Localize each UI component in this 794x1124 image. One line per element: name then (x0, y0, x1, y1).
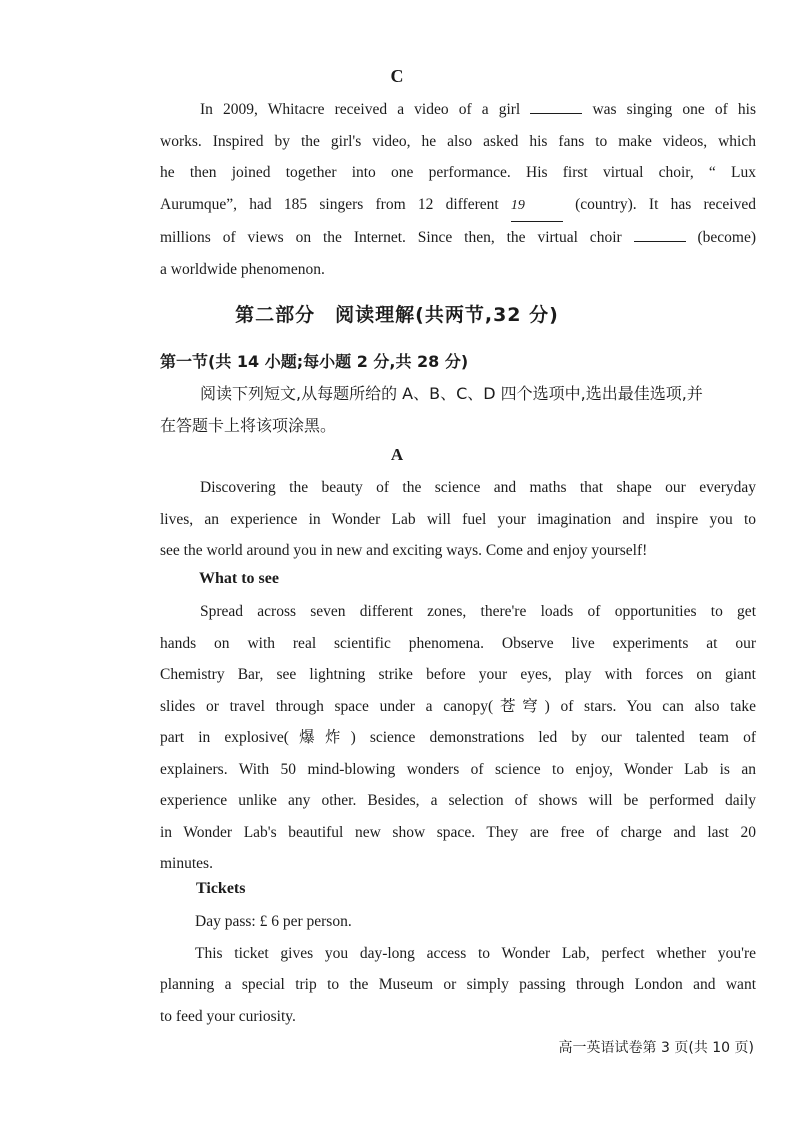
tickets-heading: Tickets (196, 880, 246, 897)
what-line: slides or travel through space under a canopy(苍穹) of stars. You can also take (160, 697, 756, 715)
passage-a-heading: A (390, 445, 404, 464)
what-line: part in explosive(爆炸) science demonstrations led by our talented team of (160, 729, 756, 746)
page-footer: 高一英语试卷第 3 页(共 10 页) (558, 1040, 754, 1056)
day-pass: Day pass: £ 6 per person. (195, 913, 352, 930)
section-one-title: 第一节(共 14 小题;每小题 2 分,共 28 分) (160, 352, 469, 371)
what-line: hands on with real scientific phenomena. Observe live experiments at our (160, 634, 756, 652)
intro-line: lives, an experience in Wonder Lab will fuel your imagination and inspire you to (160, 510, 756, 528)
instructions (160, 378, 756, 442)
passage-c-line-6: a worldwide phenomenon. (160, 260, 325, 278)
intro-line: see the world around you in new and exciting ways. Come and enjoy yourself! (160, 542, 648, 559)
intro-line: Discovering the beauty of the science and maths that shape our everyday (200, 479, 756, 496)
fill-blank[interactable] (634, 225, 686, 242)
ticket-line: to feed your curiosity. (160, 1007, 296, 1025)
passage-c-line-5: millions of views on the Internet. Since then, the virtual choir (become) (160, 222, 756, 254)
passage-c-body (160, 94, 756, 285)
passage-c-heading: C (390, 66, 404, 86)
ticket-line: planning a special trip to the Museum or simply passing through London and want (160, 976, 756, 993)
what-line: experience unlike any other. Besides, a selection of shows will be performed daily (160, 792, 756, 809)
passage-c-line-3: he then joined together into one performance. His first virtual choir, “ Lux (160, 164, 756, 181)
tickets-body (160, 906, 756, 1032)
instruction-line-1: 阅读下列短文,从每题所给的 A、B、C、D 四个选项中,选出最佳选项,并 (200, 384, 703, 403)
what-line: in Wonder Lab's beautiful new show space. They are free of charge and last 20 (160, 823, 756, 841)
passage-c-line-1: In 2009, Whitacre received a video of a girl was singing one of his (160, 94, 756, 126)
fill-blank[interactable] (530, 97, 582, 114)
passage-c-line-2: works. Inspired by the girl's video, he also asked his fans to make videos, which (160, 132, 756, 150)
what-line: Chemistry Bar, see lightning strike before your eyes, play with forces on giant (160, 666, 756, 683)
fill-blank-19[interactable]: 19 (511, 190, 563, 223)
part-two-title: 第二部分 阅读理解(共两节,32 分) (235, 304, 559, 326)
what-to-see-heading: What to see (199, 570, 279, 587)
what-line: Spread across seven different zones, there're loads of opportunities to get (200, 603, 756, 620)
what-line: minutes. (160, 855, 213, 872)
what-line: explainers. With 50 mind-blowing wonders of science to enjoy, Wonder Lab is an (160, 760, 756, 778)
passage-c-line-4: Aurumque”, had 185 singers from 12 different 19 (country). It has received (160, 189, 756, 223)
passage-a-intro (160, 472, 756, 567)
ticket-line: This ticket gives you day-long access to Wonder Lab, perfect whether you're (195, 944, 756, 962)
instruction-line-2: 在答题卡上将该项涂黑。 (160, 416, 337, 435)
what-to-see-body (160, 596, 756, 880)
